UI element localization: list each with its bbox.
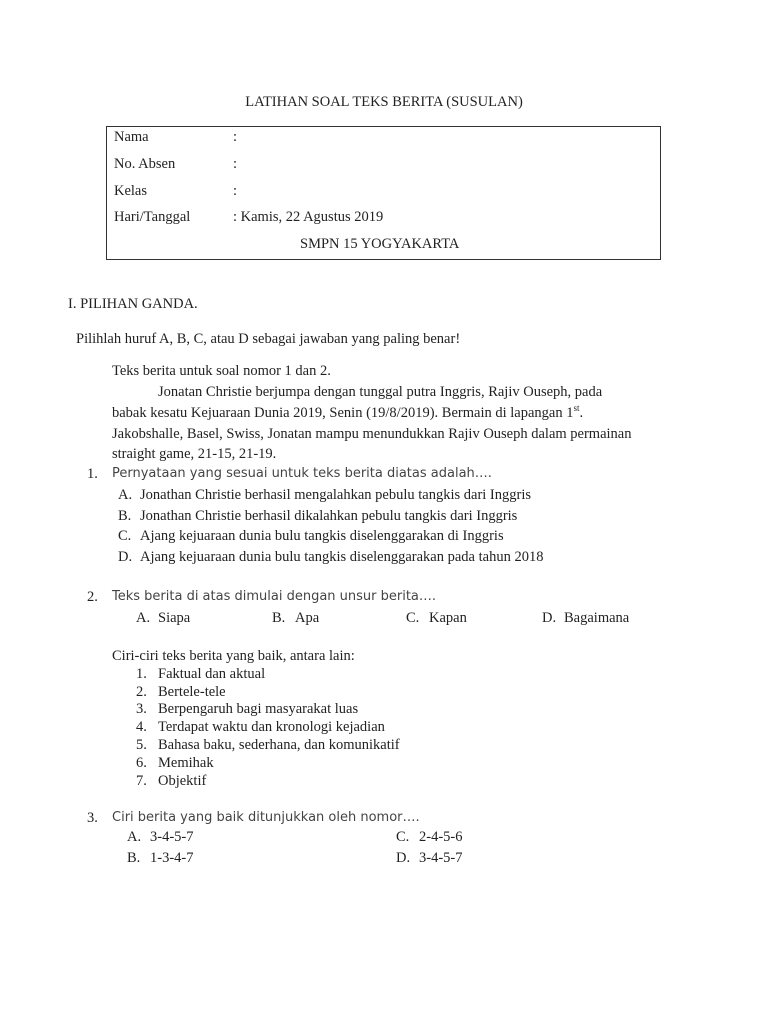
option-text: 1-3-4-7: [150, 850, 194, 866]
section-heading: I. PILIHAN GANDA.: [68, 296, 198, 312]
info-value-absen: :: [233, 156, 238, 172]
option-letter: D.: [118, 549, 133, 565]
option-letter: D.: [396, 850, 411, 866]
option-letter: C.: [406, 610, 420, 626]
option-letter: A.: [118, 487, 133, 503]
criteria-item: Berpengaruh bagi masyarakat luas: [158, 701, 359, 717]
option-text: 3-4-5-7: [419, 850, 463, 866]
criteria-num: 2.: [136, 684, 147, 700]
info-label-nama: Nama: [114, 129, 149, 145]
option-text: Ajang kejuaraan dunia bulu tangkis diselenggarakan di Inggris: [140, 528, 504, 544]
option-letter: D.: [542, 610, 557, 626]
school-name: SMPN 15 YOGYAKARTA: [300, 236, 460, 252]
passage-line: Jakobshalle, Basel, Swiss, Jonatan mampu menundukkan Rajiv Ouseph dalam permainan: [112, 426, 632, 442]
option-letter: B.: [127, 850, 141, 866]
option-text: Ajang kejuaraan dunia bulu tangkis diselenggarakan pada tahun 2018: [140, 549, 544, 565]
question-number: 1.: [87, 466, 98, 482]
option-text: Apa: [295, 610, 320, 626]
option-text: 3-4-5-7: [150, 829, 194, 845]
question-text: Pernyataan yang sesuai untuk teks berita diatas adalah….: [112, 466, 492, 481]
criteria-num: 1.: [136, 666, 147, 682]
criteria-intro: Ciri-ciri teks berita yang baik, antara lain:: [112, 648, 355, 664]
criteria-num: 3.: [136, 701, 147, 717]
option-text: Jonathan Christie berhasil dikalahkan pebulu tangkis dari Inggris: [140, 508, 518, 524]
option-letter: C.: [118, 528, 132, 544]
question-text: Teks berita di atas dimulai dengan unsur berita….: [112, 589, 437, 604]
criteria-item: Terdapat waktu dan kronologi kejadian: [158, 719, 385, 735]
passage-intro: Teks berita untuk soal nomor 1 dan 2.: [112, 363, 331, 379]
info-label-tanggal: Hari/Tanggal: [114, 209, 191, 225]
option-text: Bagaimana: [564, 610, 630, 626]
option-text: Jonathan Christie berhasil mengalahkan pebulu tangkis dari Inggris: [140, 487, 532, 503]
criteria-item: Bahasa baku, sederhana, dan komunikatif: [158, 737, 400, 753]
ordinal-suffix: st: [573, 403, 580, 414]
criteria-item: Faktual dan aktual: [158, 666, 266, 682]
option-text: Kapan: [429, 610, 467, 626]
page-title: LATIHAN SOAL TEKS BERITA (SUSULAN): [245, 94, 523, 110]
criteria-num: 5.: [136, 737, 147, 753]
option-letter: C.: [396, 829, 410, 845]
criteria-num: 7.: [136, 773, 147, 789]
info-value-nama: :: [233, 129, 238, 145]
instruction: Pilihlah huruf A, B, C, atau D sebagai jawaban yang paling benar!: [76, 331, 461, 347]
criteria-num: 4.: [136, 719, 147, 735]
question-number: 3.: [87, 810, 98, 826]
criteria-item: Memihak: [158, 755, 214, 771]
passage-line: straight game, 21-15, 21-19.: [112, 446, 277, 462]
question-text: Ciri berita yang baik ditunjukkan oleh nomor….: [112, 810, 420, 825]
passage-text: babak kesatu Kejuaraan Dunia 2019, Senin (19/8/2019). Bermain di lapangan 1: [112, 405, 574, 421]
option-letter: A.: [136, 610, 151, 626]
question-number: 2.: [87, 589, 98, 605]
option-letter: B.: [118, 508, 132, 524]
info-value-kelas: :: [233, 183, 238, 199]
option-letter: A.: [127, 829, 142, 845]
passage-text: .: [579, 405, 584, 421]
option-text: Siapa: [158, 610, 191, 626]
passage-line: [112, 404, 583, 422]
criteria-num: 6.: [136, 755, 147, 771]
option-text: 2-4-5-6: [419, 829, 463, 845]
info-value-tanggal: : Kamis, 22 Agustus 2019: [233, 209, 384, 225]
criteria-item: Objektif: [158, 773, 207, 789]
info-label-kelas: Kelas: [114, 183, 148, 199]
option-letter: B.: [272, 610, 286, 626]
info-label-absen: No. Absen: [114, 156, 176, 172]
student-info-box: [106, 126, 661, 260]
criteria-item: Bertele-tele: [158, 684, 226, 700]
passage-line: Jonatan Christie berjumpa dengan tunggal putra Inggris, Rajiv Ouseph, pada: [158, 384, 603, 400]
